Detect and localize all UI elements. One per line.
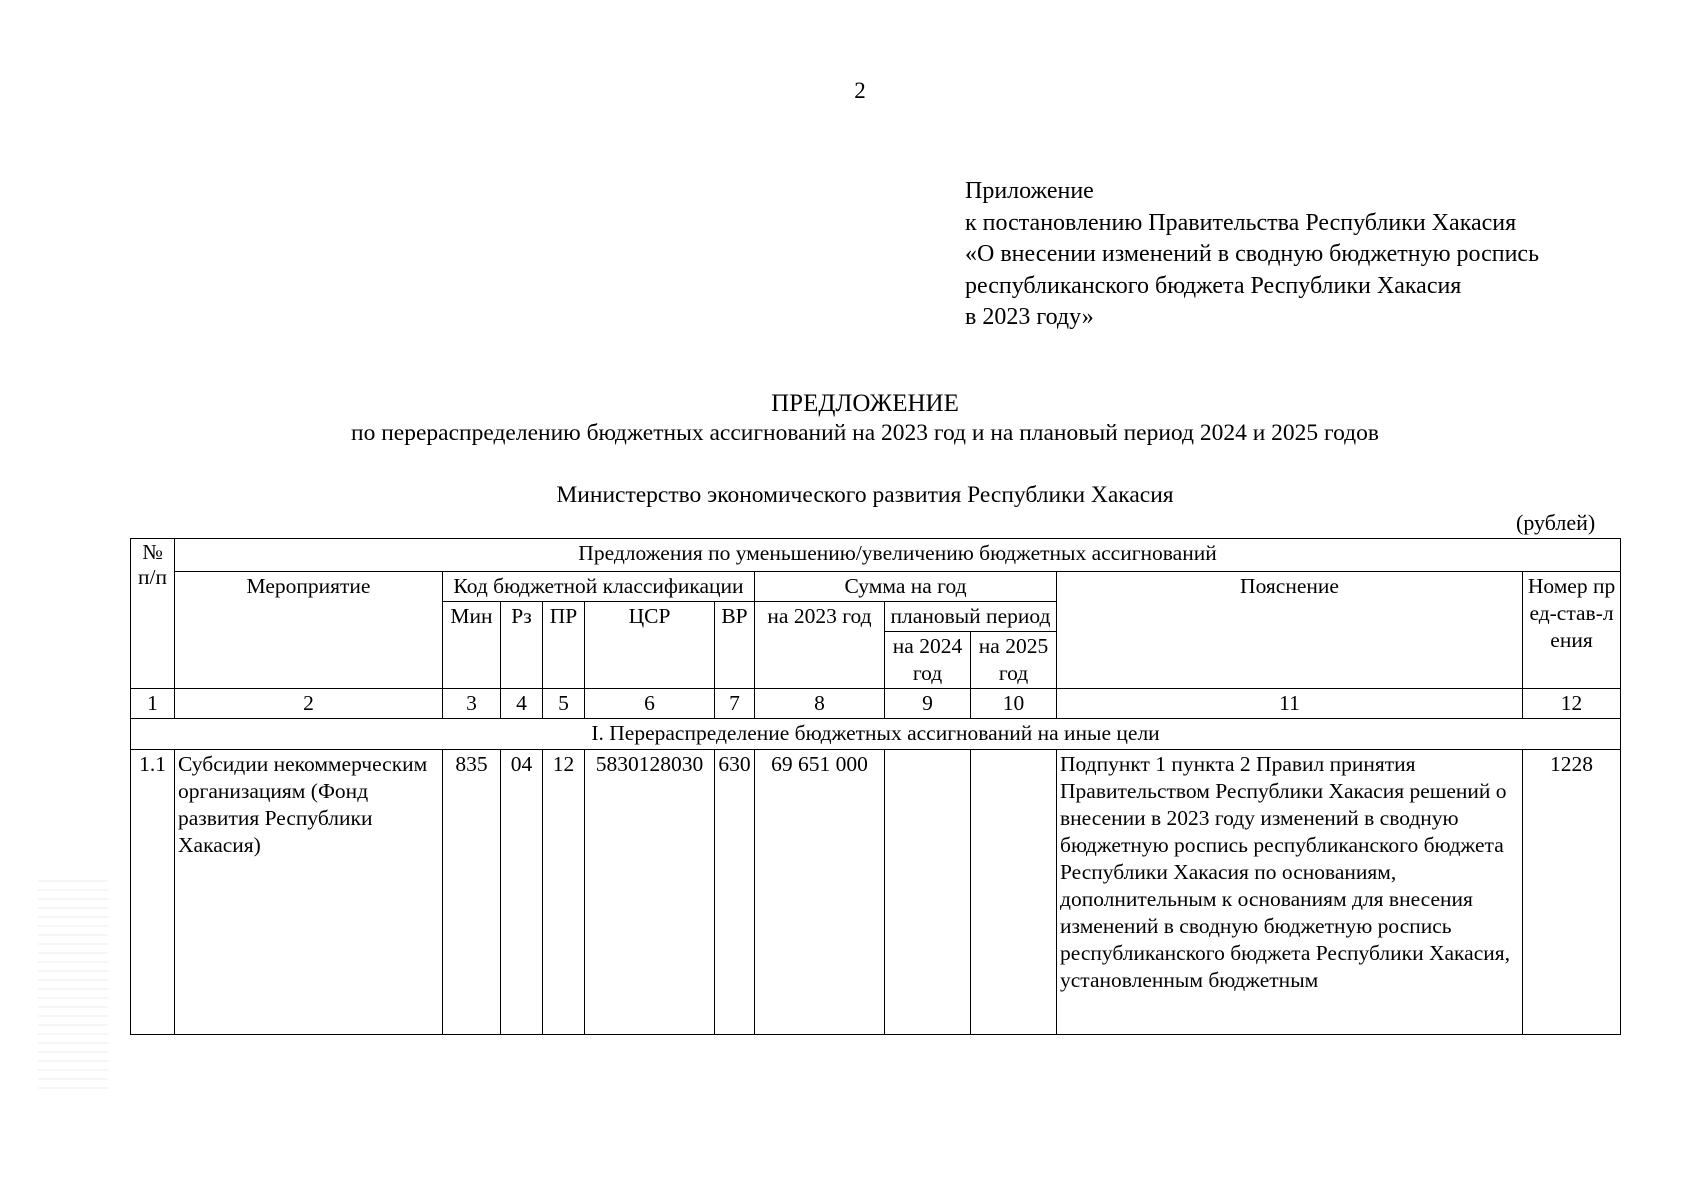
column-number: 6 — [585, 689, 715, 719]
column-number: 10 — [971, 689, 1057, 719]
row-vr: 630 — [715, 750, 755, 1035]
header-num: № п/п — [131, 539, 175, 689]
header-csr: ЦСР — [585, 602, 715, 689]
appendix-line: в 2023 году» — [965, 304, 1094, 330]
column-number-row — [131, 689, 1621, 719]
header-vr: ВР — [715, 602, 755, 689]
column-number: 7 — [715, 689, 755, 719]
column-number: 4 — [501, 689, 543, 719]
row-sum-2024 — [885, 750, 971, 1035]
column-number: 12 — [1523, 689, 1621, 719]
header-representation-number: Номер пред-став-ления — [1523, 572, 1621, 689]
header-pr: ПР — [543, 602, 585, 689]
row-sum-2025 — [971, 750, 1057, 1035]
column-number: 2 — [175, 689, 443, 719]
row-min: 835 — [443, 750, 501, 1035]
row-pr: 12 — [543, 750, 585, 1035]
page-number: 2 — [854, 78, 866, 103]
appendix-line: Приложение — [965, 178, 1094, 204]
units-label: (рублей) — [1516, 510, 1596, 535]
appendix-line: республиканского бюджета Республики Хакасия — [965, 272, 1462, 299]
header-event: Мероприятие — [175, 572, 443, 689]
row-csr: 5830128030 — [585, 750, 715, 1035]
column-number: 5 — [543, 689, 585, 719]
ministry-name: Министерство экономического развития Республики Хакасия — [556, 482, 1174, 508]
row-event: Субсидии некоммерческим организациям (Фонд развития Республики Хакасия) — [175, 750, 443, 1035]
column-number: 3 — [443, 689, 501, 719]
row-explanation: Подпункт 1 пункта 2 Правил принятия Правительством Республики Хакасия решений о внесении в 2023 году изменений в сводную бюджетную роспись республиканского бюджета Республики Хакасия по основаниям, дополнительным к основаниям для внесения изменений в сводную бюджетную роспись республиканского бюджета Республики Хакасия, установленным бюджетным — [1057, 750, 1523, 1035]
budget-table — [130, 538, 1621, 1035]
header-explanation: Пояснение — [1057, 572, 1523, 689]
column-number: 11 — [1057, 689, 1523, 719]
header-plan-period: плановый период — [885, 602, 1057, 632]
row-num: 1.1 — [131, 750, 175, 1035]
document-title: ПРЕДЛОЖЕНИЕ — [771, 390, 959, 417]
appendix-block — [965, 176, 1539, 334]
appendix-line: к постановлению Правительства Республики Хакасия — [965, 209, 1517, 236]
column-number: 8 — [755, 689, 885, 719]
appendix-line: «О внесении изменений в сводную бюджетную роспись — [965, 241, 1540, 267]
header-budget-code: Код бюджетной классификации — [443, 572, 755, 602]
header-2023: на 2023 год — [755, 602, 885, 689]
header-2024: на 2024 год — [885, 632, 971, 689]
header-2025: на 2025 год — [971, 632, 1057, 689]
header-proposals: Предложения по уменьшению/увеличению бюджетных ассигнований — [175, 539, 1621, 572]
header-sum: Сумма на год — [755, 572, 1057, 602]
table-row — [131, 750, 1621, 1035]
document-subtitle: по перераспределению бюджетных ассигнований на 2023 год и на плановый период 2024 и 2025 годов — [351, 420, 1379, 446]
row-rz: 04 — [501, 750, 543, 1035]
scan-artifact — [38, 880, 108, 1090]
row-rep-number: 1228 — [1523, 750, 1621, 1035]
header-min: Мин — [443, 602, 501, 689]
column-number: 9 — [885, 689, 971, 719]
row-sum-2023: 69 651 000 — [755, 750, 885, 1035]
header-rz: Рз — [501, 602, 543, 689]
column-number: 1 — [131, 689, 175, 719]
section-title: I. Перераспределение бюджетных ассигнований на иные цели — [131, 719, 1621, 750]
